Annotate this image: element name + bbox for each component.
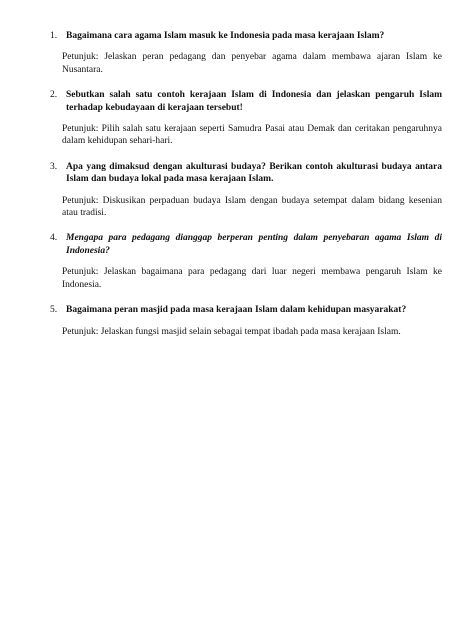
question-number: 1.: [50, 31, 58, 41]
question-hint: Petunjuk: Pilih salah satu kerajaan seperti Samudra Pasai atau Demak dan ceritakan pengaruhnya dalam kehidupan sehari-hari.: [62, 124, 442, 147]
question-hint: Petunjuk: Jelaskan fungsi masjid selain sebagai tempat ibadah pada masa kerajaan Islam.: [62, 326, 401, 337]
question-hint: Petunjuk: Jelaskan bagaimana para pedagang dari luar negeri membawa pengaruh Islam ke Indonesia.: [62, 267, 442, 290]
question-number: 4.: [50, 233, 58, 244]
question-number: 2.: [50, 90, 58, 101]
question-hint: Petunjuk: Diskusikan perpaduan budaya Islam dengan budaya setempat dalam bidang kesenian atau tradisi.: [62, 195, 442, 219]
question-item-4: [50, 232, 442, 291]
question-hint: Petunjuk: Jelaskan peran pedagang dan penyebar agama dalam membawa ajaran Islam ke Nusantara.: [62, 52, 442, 75]
question-number: 5.: [50, 305, 58, 316]
question-text: Apa yang dimaksud dengan akulturasi budaya? Berikan contoh akulturasi budaya antara Islam dan budaya lokal pada masa kerajaan Islam.: [66, 161, 442, 185]
question-number: 3.: [50, 161, 58, 172]
question-list: [50, 30, 442, 338]
question-text: Sebutkan salah satu contoh kerajaan Islam di Indonesia dan jelaskan pengaruh Islam terhadap kebudayaan di kerajaan tersebut!: [66, 90, 442, 113]
question-item-1: [50, 30, 442, 76]
question-text: Mengapa para pedagang dianggap berperan penting dalam penyebaran agama Islam di Indonesia?: [66, 233, 442, 256]
question-item-5: [50, 304, 442, 338]
question-text: Bagaimana cara agama Islam masuk ke Indonesia pada masa kerajaan Islam?: [66, 31, 385, 41]
question-item-2: [50, 89, 442, 148]
question-text: Bagaimana peran masjid pada masa kerajaan Islam dalam kehidupan masyarakat?: [66, 305, 407, 316]
question-item-3: [50, 161, 442, 220]
